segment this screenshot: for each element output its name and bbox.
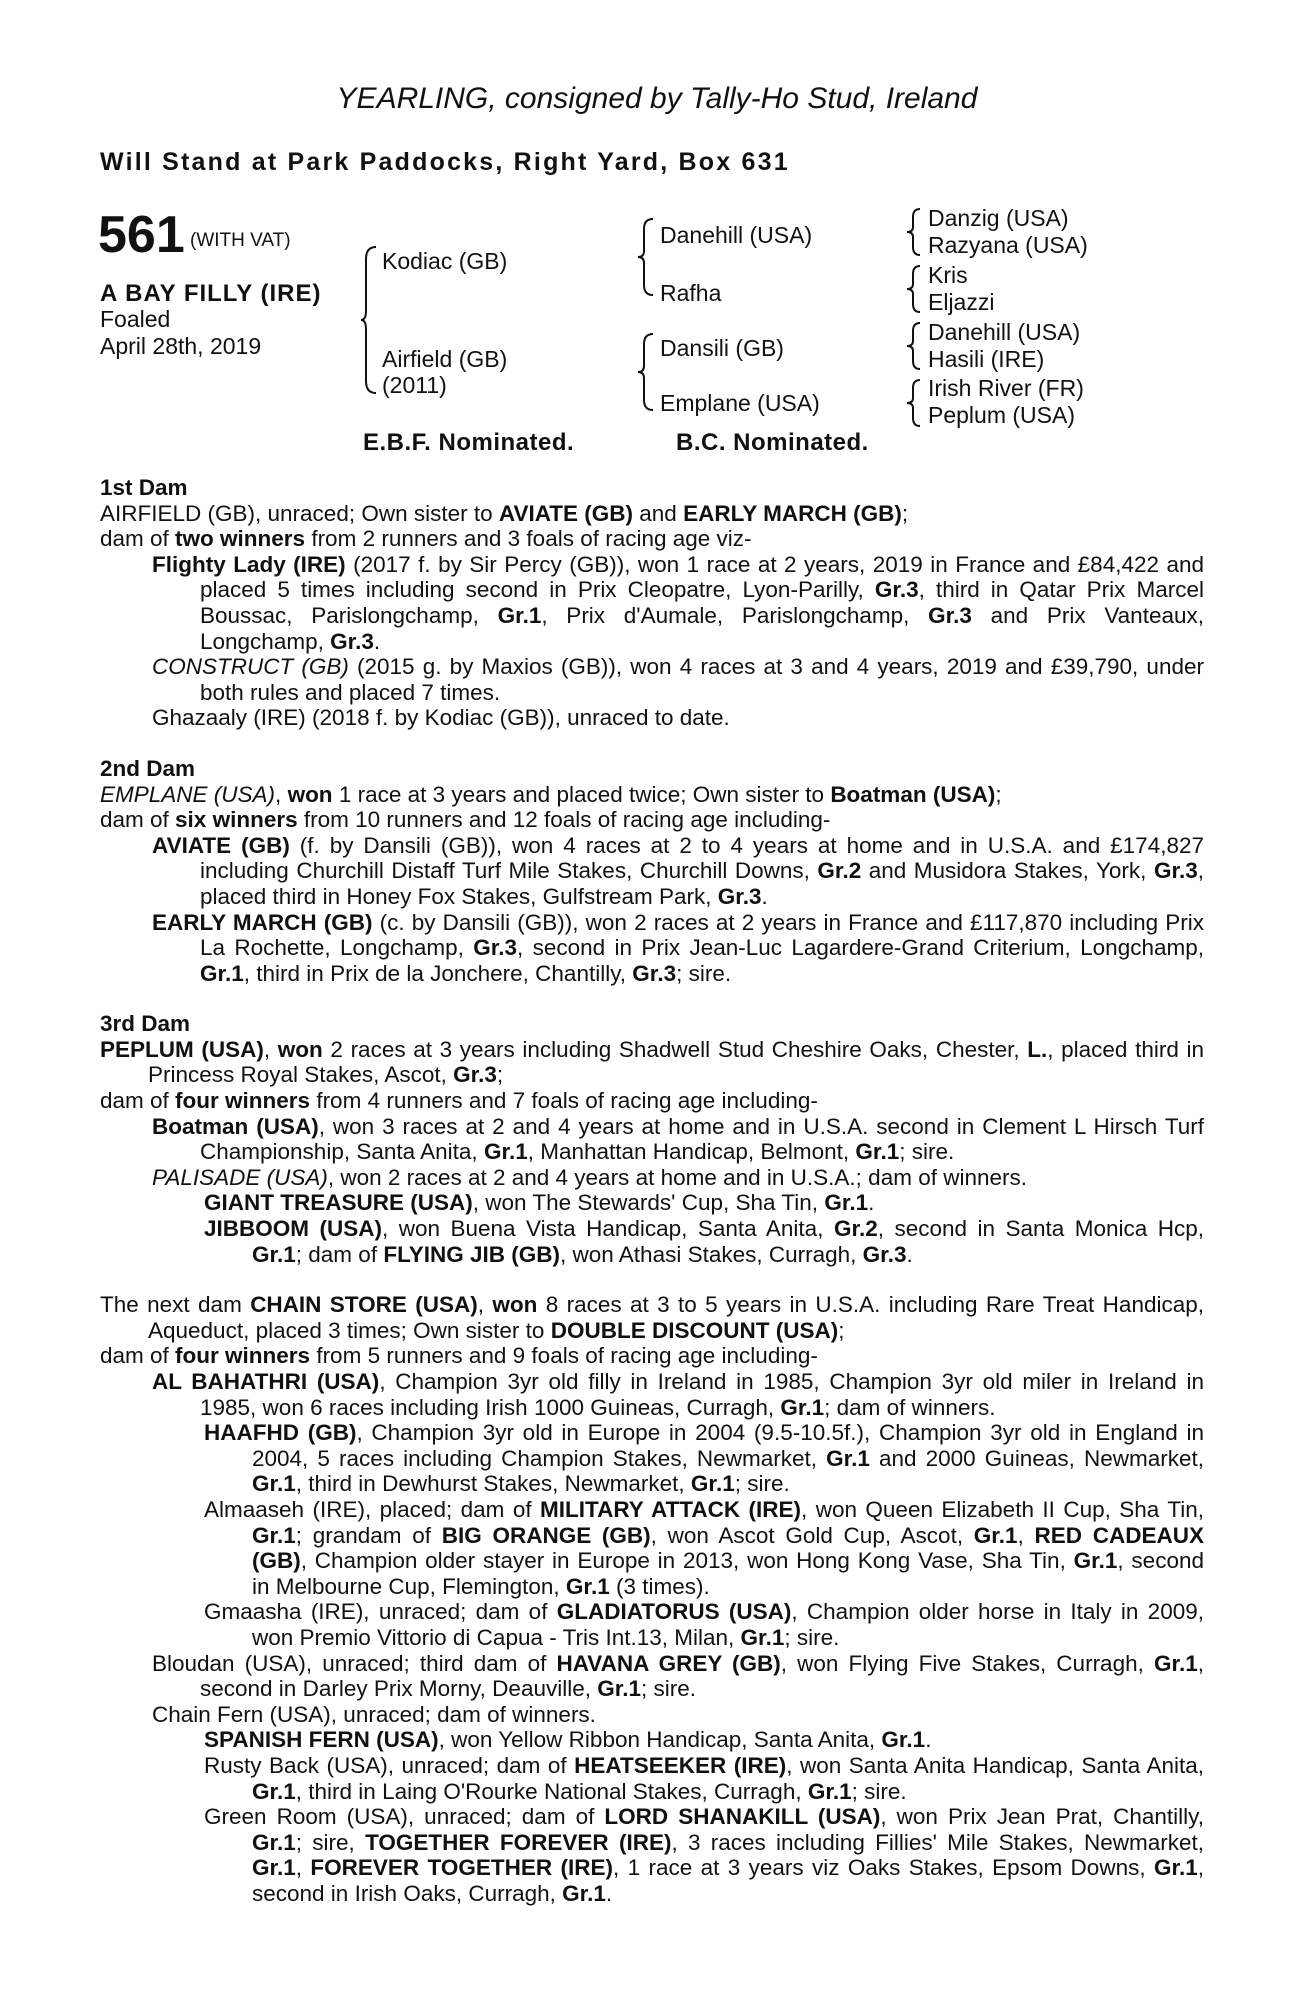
third-dam-grandfoal: GIANT TREASURE (USA), won The Stewards' Cup, Sha Tin, Gr.1.	[204, 1190, 875, 1216]
brace-ds-icon	[906, 321, 924, 371]
ped-sire: Kodiac (GB)	[382, 248, 508, 274]
next-dam-grandfoal: SPANISH FERN (USA), won Yellow Ribbon Handicap, Santa Anita, Gr.1.	[204, 1727, 932, 1753]
ped-sire-dam: Rafha	[660, 280, 722, 306]
second-dam-line: EMPLANE (USA), won 1 race at 3 years and placed twice; Own sister to Boatman (USA);	[100, 781, 1002, 807]
ped-ssd: Razyana (USA)	[928, 232, 1088, 258]
next-dam-grandfoal: Gmaasha (IRE), unraced; dam of GLADIATORUS (USA), Champion older horse in Italy in 2009, won Premio Vittorio di Capua - Tris Int.13, Milan, Gr.1; sire.	[204, 1599, 1204, 1650]
third-dam-section	[100, 1011, 1204, 1267]
third-dam-foal: PALISADE (USA), won 2 races at 2 and 4 years at home and in U.S.A.; dam of winners.	[152, 1164, 1028, 1190]
pedigree-notes	[100, 475, 1204, 1906]
second-dam-heading: 2nd Dam	[100, 755, 196, 781]
brace-ss-icon	[906, 207, 924, 257]
next-dam-foal: Bloudan (USA), unraced; third dam of HAVANA GREY (GB), won Flying Five Stakes, Curragh, Gr.1, second in Darley Prix Morny, Deauville, Gr.1; sire.	[152, 1650, 1204, 1702]
first-dam-produce: dam of two winners from 2 runners and 3 foals of racing age viz-	[100, 526, 752, 552]
brace-dam-icon	[637, 332, 657, 412]
next-dam-grandfoal: Green Room (USA), unraced; dam of LORD SHANAKILL (USA), won Prix Jean Prat, Chantilly, Gr.1; sire, TOGETHER FOREVER (IRE), 3 races including Fillies' Mile Stakes, Newmarket, Gr.1, FOREVER TOGETHER (IRE), 1 race at 3 years viz Oaks Stakes, Epsom Downs, Gr.1, second in Irish Oaks, Curragh, Gr.1.	[204, 1804, 1204, 1906]
ped-dam-dam: Emplane (USA)	[660, 390, 820, 416]
brace-main-icon	[360, 245, 380, 395]
next-dam-produce: dam of four winners from 5 runners and 9 foals of racing age including-	[100, 1343, 818, 1369]
next-dam-grandfoal: Almaaseh (IRE), placed; dam of MILITARY ATTACK (IRE), won Queen Elizabeth II Cup, Sha Tin, Gr.1; grandam of BIG ORANGE (GB), won Ascot Gold Cup, Ascot, Gr.1, RED CADEAUX (GB), Champion older stayer in Europe in 2013, won Hong Kong Vase, Sha Tin, Gr.1, second in Melbourne Cup, Flemington, Gr.1 (3 times).	[204, 1496, 1205, 1599]
next-dam-grandfoal: HAAFHD (GB), Champion 3yr old in Europe in 2004 (9.5-10.5f.), Champion 3yr old in England in 2004, 5 races including Champion Stakes, Newmarket, Gr.1 and 2000 Guineas, Newmarket, Gr.1, third in Dewhurst Stakes, Newmarket, Gr.1; sire.	[204, 1420, 1204, 1497]
foaled-date: April 28th, 2019	[100, 333, 262, 359]
next-dam-grandfoal: Rusty Back (USA), unraced; dam of HEATSEEKER (IRE), won Santa Anita Handicap, Santa Anita, Gr.1, third in Laing O'Rourke National Stakes, Curragh, Gr.1; sire.	[204, 1752, 1204, 1804]
next-dam-foal: Chain Fern (USA), unraced; dam of winners.	[152, 1701, 596, 1727]
third-dam-line: PEPLUM (USA), won 2 races at 3 years including Shadwell Stud Cheshire Oaks, Chester, L., placed third in Princess Royal Stakes, Ascot, Gr.3;	[100, 1036, 1204, 1088]
lot-number: 561	[98, 206, 185, 264]
first-dam-heading: 1st Dam	[100, 475, 188, 500]
next-dam-section	[100, 1292, 1204, 1906]
ped-sire-sire: Danehill (USA)	[660, 222, 813, 248]
second-dam-section	[100, 756, 1204, 986]
ped-ddd: Peplum (USA)	[928, 402, 1075, 428]
lot-name: A BAY FILLY (IRE)	[100, 280, 322, 307]
bc-nominated: B.C. Nominated.	[676, 429, 869, 456]
vat-note: (WITH VAT)	[190, 230, 291, 251]
next-dam-line: The next dam CHAIN STORE (USA), won 8 races at 3 to 5 years in U.S.A. including Rare Treat Handicap, Aqueduct, placed 3 times; Own sister to DOUBLE DISCOUNT (USA);	[100, 1292, 1204, 1343]
stand-location: Will Stand at Park Paddocks, Right Yard, Box 631	[100, 148, 790, 176]
third-dam-produce: dam of four winners from 4 runners and 7 foals of racing age including-	[100, 1088, 818, 1114]
next-dam-foal: AL BAHATHRI (USA), Champion 3yr old filly in Ireland in 1985, Champion 3yr old miler in Ireland in 1985, won 6 races including Irish 1000 Guineas, Curragh, Gr.1; dam of winners.	[152, 1369, 1204, 1420]
ped-dam-year: (2011)	[382, 372, 447, 398]
first-dam-foal: Ghazaaly (IRE) (2018 f. by Kodiac (GB)), unraced to date.	[152, 705, 730, 731]
third-dam-foal: Boatman (USA), won 3 races at 2 and 4 years at home and in U.S.A. second in Clement L Hirsch Turf Championship, Santa Anita, Gr.1, Manhattan Handicap, Belmont, Gr.1; sire.	[152, 1113, 1204, 1165]
ped-sds: Kris	[928, 262, 968, 288]
foaled-label: Foaled	[100, 306, 171, 332]
first-dam-foal: CONSTRUCT (GB) (2015 g. by Maxios (GB)), won 4 races at 3 and 4 years, 2019 and £39,790, under both rules and placed 7 times.	[152, 654, 1204, 705]
second-dam-produce: dam of six winners from 10 runners and 12 foals of racing age including-	[100, 807, 831, 833]
ebf-nominated: E.B.F. Nominated.	[363, 429, 575, 456]
ped-sdd: Eljazzi	[928, 289, 995, 315]
first-dam-section	[100, 475, 1204, 731]
ped-dsd: Hasili (IRE)	[928, 346, 1045, 372]
third-dam-grandfoal: JIBBOOM (USA), won Buena Vista Handicap, Santa Anita, Gr.2, second in Santa Monica Hcp, Gr.1; dam of FLYING JIB (GB), won Athasi Stakes, Curragh, Gr.3.	[204, 1216, 1205, 1267]
ped-dam: Airfield (GB)	[382, 346, 508, 372]
second-dam-foal: AVIATE (GB) (f. by Dansili (GB)), won 4 races at 2 to 4 years at home and in U.S.A. and £174,827 including Churchill Distaff Turf Mile Stakes, Churchill Downs, Gr.2 and Musidora Stakes, York, Gr.3, placed third in Honey Fox Stakes, Gulfstream Park, Gr.3.	[152, 832, 1204, 909]
first-dam-line: AIRFIELD (GB), unraced; Own sister to AVIATE (GB) and EARLY MARCH (GB);	[100, 500, 909, 526]
brace-dd-icon	[906, 378, 924, 428]
brace-sire-icon	[637, 217, 657, 297]
second-dam-foal: EARLY MARCH (GB) (c. by Dansili (GB)), won 2 races at 2 years in France and £117,870 including Prix La Rochette, Longchamp, Gr.3, second in Prix Jean-Luc Lagardere-Grand Criterium, Longchamp, Gr.1, third in Prix de la Jonchere, Chantilly, Gr.3; sire.	[152, 909, 1204, 986]
ped-dds: Irish River (FR)	[928, 375, 1084, 401]
ped-sss: Danzig (USA)	[928, 205, 1069, 231]
third-dam-heading: 3rd Dam	[100, 1011, 191, 1037]
ped-dss: Danehill (USA)	[928, 319, 1081, 345]
consignor-line: YEARLING, consigned by Tally-Ho Stud, Ireland	[336, 82, 978, 115]
ped-dam-sire: Dansili (GB)	[660, 335, 784, 361]
first-dam-foal: Flighty Lady (IRE) (2017 f. by Sir Percy (GB)), won 1 race at 2 years, 2019 in France and £84,422 and placed 5 times including second in Prix Cleopatre, Lyon-Parilly, Gr.3, third in Qatar Prix Marcel Boussac, Parislongchamp, Gr.1, Prix d'Aumale, Parislongchamp, Gr.3 and Prix Vanteaux, Longchamp, Gr.3.	[152, 551, 1204, 654]
brace-sd-icon	[906, 264, 924, 314]
